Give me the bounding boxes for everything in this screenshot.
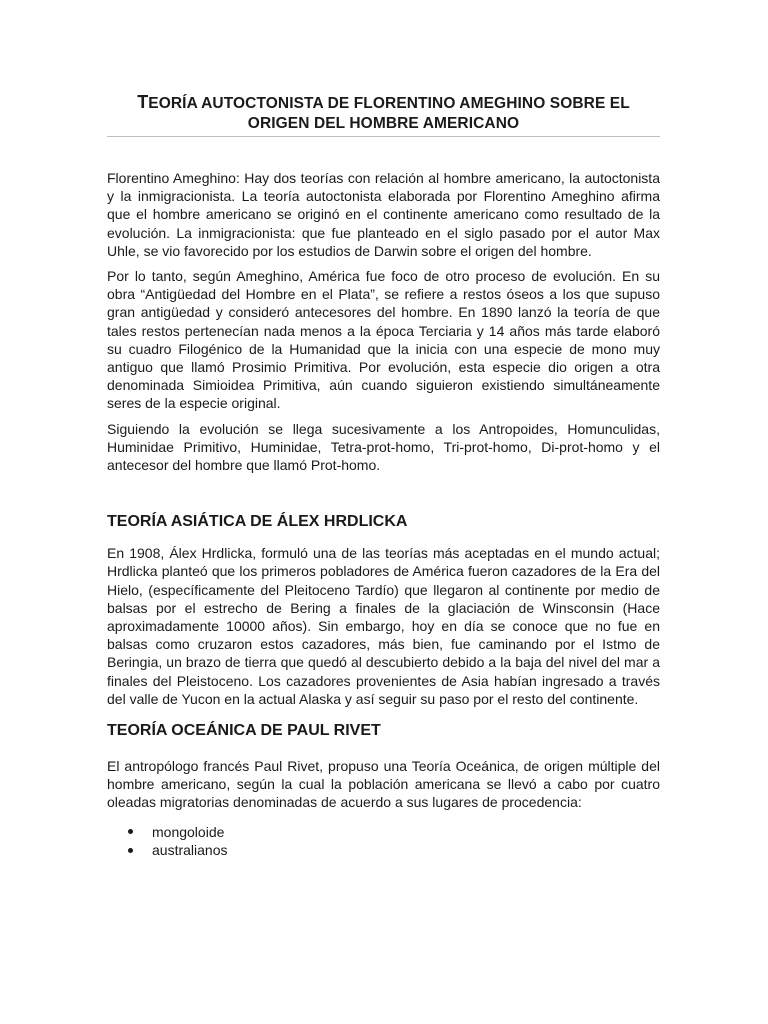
document-title xyxy=(107,92,660,137)
migration-list xyxy=(107,823,660,860)
document-page xyxy=(107,0,660,860)
paragraph-ameghino-evolution: Por lo tanto, según Ameghino, América fue foco de otro proceso de evolución. En su obra “Antigüedad del Hombre en el Plata”, se refiere a restos óseos a los que supuso gran antigüedad y consideró antecesores del hombre. En 1890 lanzó la teoría de que tales restos pertenecían nada menos a la época Terciaria y 14 años más tarde elaboró su cuadro Filogénico de la Humanidad que la inicia con una especie de mono muy antiguo que llamó Prosimio Primitiva. Por evolución, esta especie dio origen a otra denominada Simioidea Primitiva, aún cuando siguieron existiendo simultáneamente seres de la especie original. xyxy=(107,268,660,412)
heading-oceanica: TEORÍA OCEÁNICA DE PAUL RIVET xyxy=(107,722,381,740)
list-item xyxy=(107,841,660,860)
paragraph-ameghino-intro: Florentino Ameghino: Hay dos teorías con relación al hombre americano, la autoctonista y la inmigracionista. La teoría autoctonista elaborada por Florentino Ameghino afirma que el hombre americano se originó en el continente americano como resultado de la evolución. La inmigracionista: que fue planteado en el siglo pasado por el autor Max Uhle, se vio favorecido por los estudios de Darwin sobre el origen del hombre. xyxy=(107,170,660,259)
title-first-letter: T xyxy=(137,92,149,112)
paragraph-ameghino-sequence: Siguiendo la evolución se llega sucesivamente a los Antropoides, Homunculidas, Huminidae Primitivo, Huminidae, Tetra-prot-homo, Tri-prot-homo, Di-prot-homo y el antecesor del hombre que llamó Prot-homo. xyxy=(107,420,660,474)
list-item-label: australianos xyxy=(152,842,228,859)
list-item-label: mongoloide xyxy=(152,823,225,840)
paragraph-asiatica: En 1908, Álex Hrdlicka, formuló una de las teorías más aceptadas en el mundo actual; Hrdlicka planteó que los primeros pobladores de América fueron cazadores de la Era del Hielo, (específicamente del Pleitoceno Tardío) que llegaron al continente por medio de balsas por el estrecho de Bering a finales de la glaciación de Winsconsin (Hace aproximadamente 10000 años). Sin embargo, hoy en día se conoce que no fue en balsas como cruzaron estos cazadores, más bien, fue caminando por el Istmo de Beringia, un brazo de tierra que quedó al descubierto debido a la baja del nivel del mar a finales del Pleistoceno. Los cazadores provenientes de Asia habían ingresado a través del valle de Yucon en la actual Alaska y así seguir su paso por el resto del continente. xyxy=(107,545,660,707)
title-rest: EORÍA AUTOCTONISTA DE FLORENTINO AMEGHINO SOBRE EL ORIGEN DEL HOMBRE AMERICANO xyxy=(148,95,630,132)
bullet-icon xyxy=(128,848,133,853)
heading-asiatica: TEORÍA ASIÁTICA DE ÁLEX HRDLICKA xyxy=(107,513,408,531)
bullet-icon xyxy=(128,829,133,834)
list-item xyxy=(107,823,660,842)
paragraph-oceanica: El antropólogo francés Paul Rivet, propuso una Teoría Oceánica, de origen múltiple del hombre americano, según la cual la población americana se llevó a cabo por cuatro oleadas migratorias denominadas de acuerdo a sus lugares de procedencia: xyxy=(107,758,660,811)
